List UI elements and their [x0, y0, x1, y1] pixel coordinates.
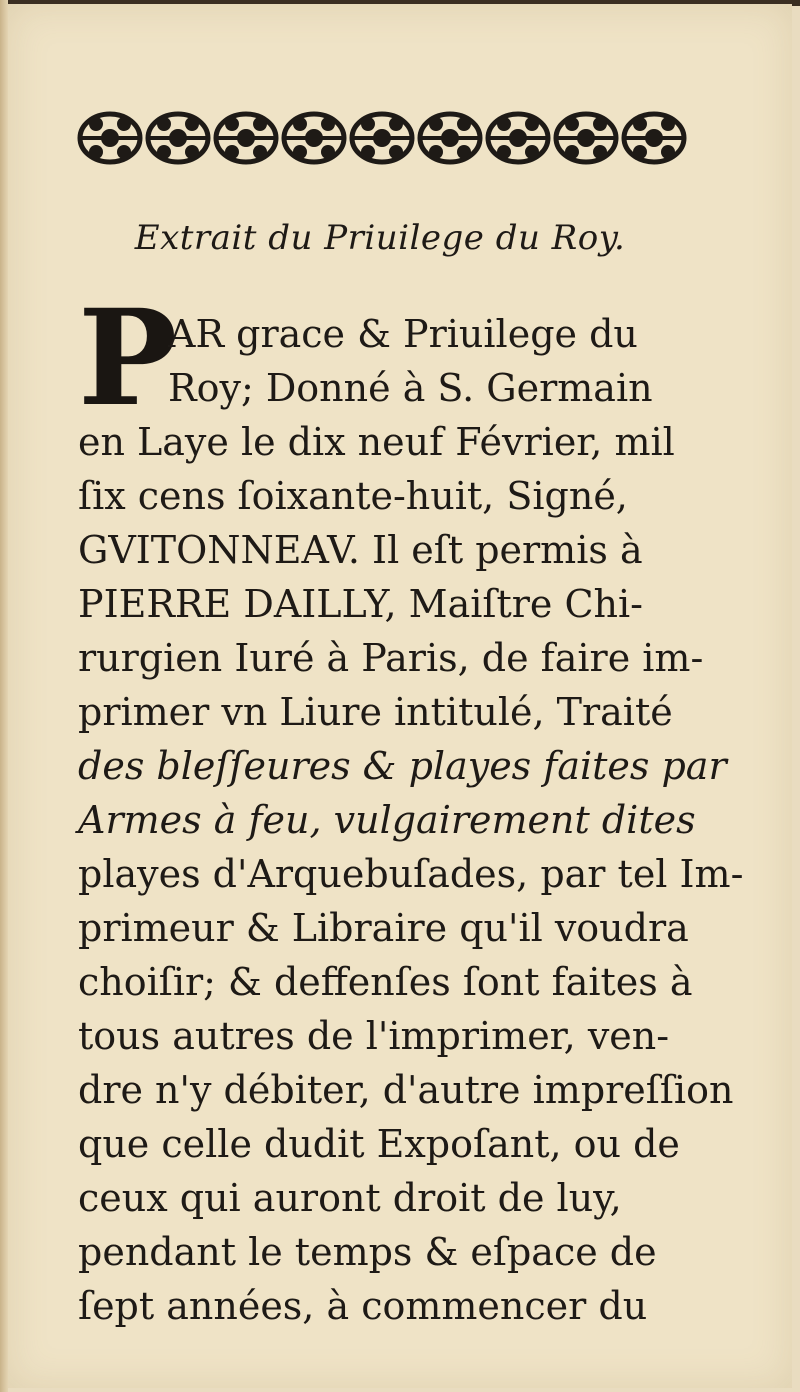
text-line: pendant le temps & eſpace de — [78, 1230, 657, 1274]
text-line: choiſir; & deffenſes ſont faites à — [78, 960, 693, 1004]
text-line: Roy; Donné à S. Germain — [168, 366, 653, 410]
text-line: Armes à feu, vulgairement dites — [78, 798, 696, 842]
text-line: rurgien Iuré à Paris, de faire im- — [78, 636, 704, 680]
text-line: ſept années, à commencer du — [78, 1284, 648, 1328]
page-binding-edge — [0, 0, 8, 1392]
text-line: primeur & Libraire qu'il voudra — [78, 906, 689, 950]
privilege-title: Extrait du Priuilege du Roy. — [134, 218, 626, 258]
drop-capital: P — [78, 281, 178, 436]
text-line: AR grace & Priuilege du — [168, 312, 638, 356]
text-line: tous autres de l'imprimer, ven- — [78, 1014, 670, 1058]
text-line: des bleſſeures & playes faites par — [78, 744, 727, 788]
floral-ornament-band — [72, 100, 688, 176]
text-line: dre n'y débiter, d'autre impreſſion — [78, 1068, 734, 1112]
text-line: en Laye le dix neuf Février, mil — [78, 420, 675, 464]
text-line: que celle dudit Expoſant, ou de — [78, 1122, 680, 1166]
text-line: ceux qui auront droit de luy, — [78, 1176, 622, 1220]
text-line: GVITONNEAV. Il eſt permis à — [78, 528, 643, 572]
text-line: ſix cens ſoixante-huit, Signé, — [78, 474, 628, 518]
text-line: primer vn Liure intitulé, Traité — [78, 690, 673, 734]
text-line: playes d'Arquebuſades, par tel Im- — [78, 852, 744, 896]
text-line: PIERRE DAILLY, Maiſtre Chi- — [78, 582, 643, 626]
